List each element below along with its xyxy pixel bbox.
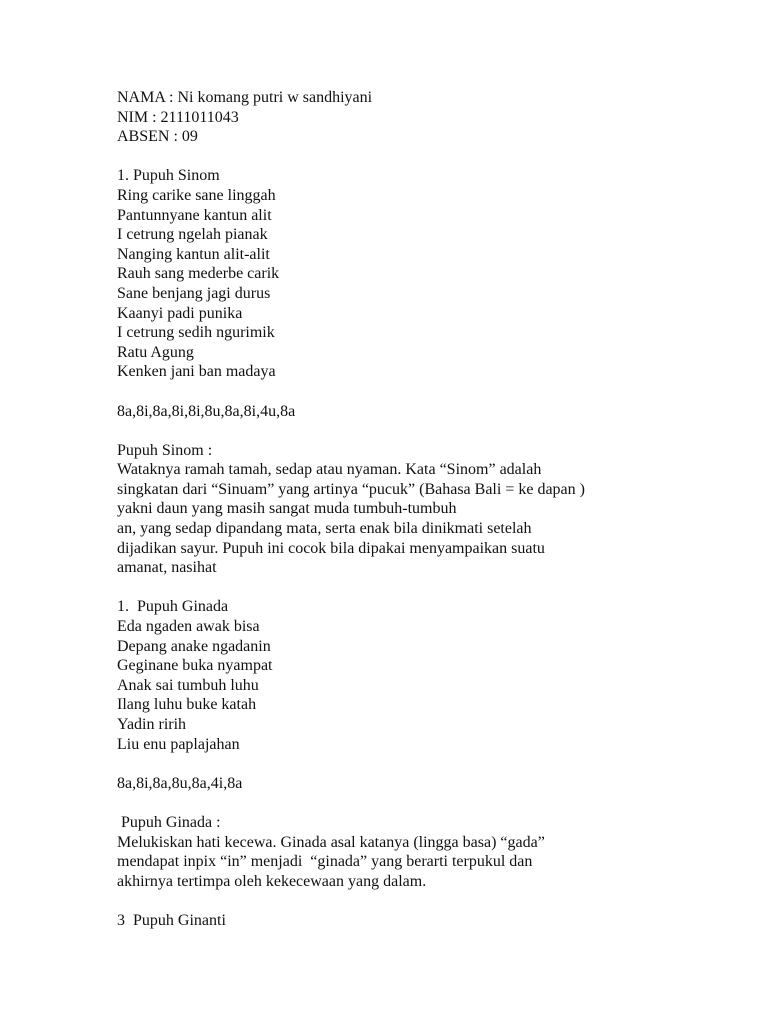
- spacer: [117, 382, 737, 402]
- paragraph-line: amanat, nasihat: [117, 559, 217, 577]
- verse-line: Ring carike sane linggah: [117, 186, 276, 204]
- verse-line: Ratu Agung: [117, 343, 194, 361]
- spacer: [117, 793, 737, 813]
- paragraph-line: akhirnya tertimpa oleh kekecewaan yang dalam.: [117, 872, 427, 890]
- ginada-description-title: Pupuh Ginada :: [117, 813, 221, 831]
- spacer: [117, 421, 737, 441]
- sinom-heading: 1. Pupuh Sinom: [117, 167, 220, 185]
- ginada-pattern: 8a,8i,8a,8u,8a,4i,8a: [117, 774, 243, 792]
- paragraph-line: an, yang sedap dipandang mata, serta enak bila dinikmati setelah: [117, 520, 532, 538]
- document-page: [117, 88, 737, 931]
- verse-line: Kenken jani ban madaya: [117, 363, 276, 381]
- verse-line: Ilang luhu buke katah: [117, 696, 257, 714]
- verse-line: Sane benjang jagi durus: [117, 284, 271, 302]
- paragraph-line: singkatan dari “Sinuam” yang artinya “pucuk” (Bahasa Bali = ke dapan ): [117, 480, 585, 498]
- verse-line: Geginane buka nyampat: [117, 657, 273, 675]
- paragraph-line: Wataknya ramah tamah, sedap atau nyaman. Kata “Sinom” adalah: [117, 461, 542, 479]
- verse-line: Eda ngaden awak bisa: [117, 618, 260, 636]
- sinom-description: [117, 460, 737, 578]
- verse-line: Depang anake ngadanin: [117, 637, 271, 655]
- ginada-verse: [117, 617, 737, 754]
- spacer: [117, 578, 737, 598]
- spacer: [117, 147, 737, 167]
- verse-line: Yadin ririh: [117, 716, 187, 733]
- ginada-description: [117, 833, 737, 892]
- verse-line: I cetrung sedih ngurimik: [117, 324, 275, 342]
- verse-line: Pantunnyane kantun alit: [117, 206, 272, 224]
- student-nim: NIM : 2111011043: [117, 108, 239, 126]
- ginada-heading: 1. Pupuh Ginada: [117, 598, 229, 616]
- spacer: [117, 754, 737, 774]
- verse-line: I cetrung ngelah pianak: [117, 226, 268, 244]
- paragraph-line: Melukiskan hati kecewa. Ginada asal katanya (lingga basa) “gada”: [117, 833, 545, 851]
- ginanti-heading: 3 Pupuh Ginanti: [117, 911, 226, 929]
- sinom-pattern: 8a,8i,8a,8i,8i,8u,8a,8i,4u,8a: [117, 402, 296, 420]
- sinom-description-title: Pupuh Sinom :: [117, 441, 213, 459]
- student-name: NAMA : Ni komang putri w sandhiyani: [117, 89, 373, 106]
- spacer: [117, 891, 737, 911]
- verse-line: Anak sai tumbuh luhu: [117, 676, 259, 694]
- paragraph-line: dijadikan sayur. Pupuh ini cocok bila dipakai menyampaikan suatu: [117, 539, 545, 557]
- verse-line: Rauh sang mederbe carik: [117, 265, 280, 283]
- sinom-verse: [117, 186, 737, 382]
- paragraph-line: yakni daun yang masih sangat muda tumbuh-tumbuh: [117, 500, 457, 518]
- paragraph-line: mendapat inpix “in” menjadi “ginada” yang berarti terpukul dan: [117, 853, 533, 871]
- student-absen: ABSEN : 09: [117, 128, 198, 146]
- verse-line: Nanging kantun alit-alit: [117, 245, 270, 263]
- verse-line: Kaanyi padi punika: [117, 304, 243, 322]
- verse-line: Liu enu paplajahan: [117, 735, 240, 753]
